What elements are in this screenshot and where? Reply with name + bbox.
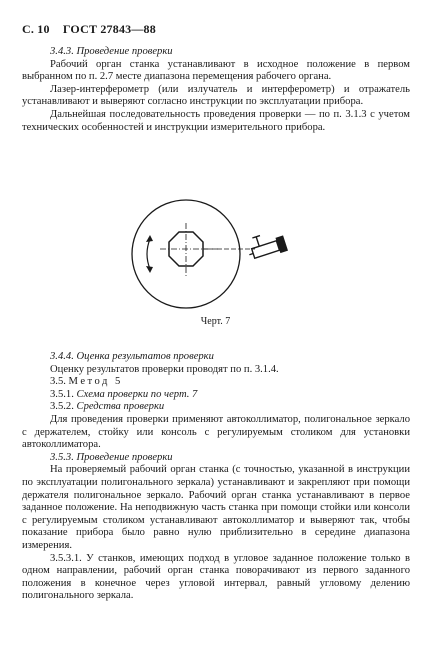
section-3-5-1-text: Схема проверки по черт. 7 — [76, 388, 198, 400]
rotation-arrow — [147, 239, 150, 269]
section-3-5-3-title: 3.5.3. Проведение проверки — [50, 451, 173, 463]
section-3-5-number: 3.5. — [50, 376, 66, 388]
figure-7-scheme — [130, 197, 300, 312]
paragraph-mirror-installation: На проверяемый рабочий орган станка (с точностью, указанной в инструкции по эксплуатации полигонального зеркала) устанавливают и закрепляют при помощи держателя полигональное зеркало. Рабочий орган станка устанавливают в первое заданное положение. На неподвижную часть станка при помощи стойки или консоли с регулируемым столиком устанавливают автоколлиматор и выверяют так, чтобы показание прибора было равно нулю приблизительно в середине диапазона измерения. — [22, 464, 410, 551]
standard-number: ГОСТ 27843—88 — [62, 22, 156, 36]
section-3-4-3-title: 3.4.3. Проведение проверки — [50, 46, 173, 57]
section-3-5-2 — [22, 401, 410, 414]
section-3-5-method: Метод 5 — [68, 376, 123, 388]
paragraph-laser-interferometer: Лазер-интерферометр (или излучатель и интерферометр) и отражатель устанавливают и выверяют согласно инструкции по эксплуатации прибора. — [22, 83, 410, 108]
rotation-arrowhead-top — [146, 235, 153, 242]
section-3-5-2-text: Средства проверки — [76, 401, 165, 413]
page-number: С. 10 — [22, 22, 50, 36]
section-3-5-2-number: 3.5.2. — [50, 401, 74, 413]
figure-caption: Черт. 7 — [200, 316, 231, 327]
paragraph-further-sequence: Дальнейшая последовательность проведения проверки — по п. 3.1.3 с учетом технических особенностей и инструкции измерительного прибора. — [22, 108, 410, 133]
page-header — [22, 22, 166, 37]
paragraph-evaluation: Оценку результатов проверки проводят по п. 3.1.4. — [50, 363, 279, 375]
paragraph-initial-position: Рабочий орган станка устанавливают в исходное положение в первом выбранном по п. 2.7 месте диапазона перемещения рабочего органа. — [22, 58, 410, 83]
section-3-5-1-number: 3.5.1. — [50, 388, 74, 400]
autocollimator — [245, 229, 288, 263]
rotation-arrowhead-bottom — [146, 266, 153, 273]
section-3-4-4-to-3-5 — [22, 351, 410, 603]
section-3-4-4-title: 3.4.4. Оценка результатов проверки — [50, 351, 214, 362]
paragraph-inspection-means: Для проведения проверки применяют автоколлиматор, полигональное зеркало с держателем, стойку или консоль с регулируемым столиком для установки автоколлиматора. — [22, 413, 410, 451]
paragraph-3-5-3-1: 3.5.3.1. У станков, имеющих подход в угловое заданное положение только в одном направлении, рабочий орган станка поворачивают из первого заданного положения в конечное через угловой интервал, равный угловому делению полигонального зеркала. — [22, 552, 410, 602]
section-3-5-heading — [22, 376, 410, 389]
section-3-5-1 — [22, 389, 410, 402]
section-3-4-3 — [22, 46, 410, 134]
